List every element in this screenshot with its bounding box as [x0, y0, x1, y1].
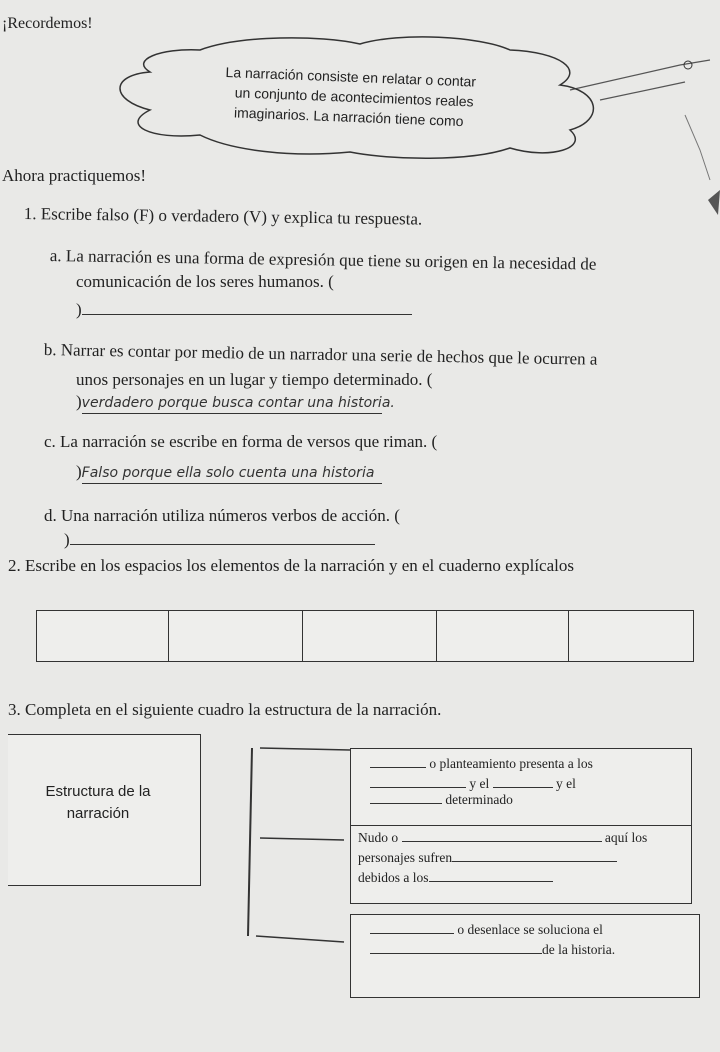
blank-field[interactable] [370, 942, 542, 954]
question-1a-line-1: a. La narración es una forma de expresión que tiene su origen en la necesidad de [49, 246, 597, 274]
close-paren: ) [76, 462, 82, 481]
question-1c-line-1: c. La narración se escribe en forma de versos que riman. ( [44, 432, 438, 451]
practice-heading: Ahora practiquemos! [2, 166, 146, 185]
structure-label [8, 781, 188, 825]
close-paren: ) [76, 392, 82, 411]
cloud-text-line: un conjunto de acontecimientos reales [234, 84, 474, 110]
blank-field[interactable] [370, 792, 442, 804]
desenlace-row-2 [370, 942, 615, 958]
inicio-row-1 [370, 756, 593, 772]
inicio-text-2: y el [469, 776, 490, 791]
inicio-text-3: y el [556, 776, 576, 791]
blank-field[interactable] [452, 850, 617, 862]
question-1b-line-2: unos personajes en un lugar y tiempo determinado. ( [76, 370, 433, 389]
question-1-title: 1. Escribe falso (F) o verdadero (V) y explica tu respuesta. [23, 204, 423, 229]
inicio-text-1: o planteamiento presenta a los [429, 756, 593, 771]
blank-field[interactable] [370, 756, 426, 768]
question-1b-answer-row [76, 392, 395, 414]
blank-field[interactable] [370, 776, 466, 788]
bracket-connector [240, 740, 360, 960]
question-2-title: 2. Escribe en los espacios los elementos de la narración y en el cuaderno explícalos [8, 556, 574, 575]
element-cell[interactable] [37, 611, 169, 661]
question-1c-answer-row [76, 462, 382, 484]
close-paren: ) [76, 300, 82, 319]
structure-label-box [8, 734, 201, 886]
answer-field-d[interactable] [70, 528, 375, 545]
answer-field-c[interactable]: Falso porque ella solo cuenta una historia [82, 463, 382, 484]
inicio-row-2 [370, 776, 576, 792]
cloud-text-line: imaginarios. La narración tiene como [233, 104, 464, 130]
question-3-title: 3. Completa en el siguiente cuadro la estructura de la narración. [8, 700, 442, 719]
answer-field-b[interactable]: verdadero porque busca contar una historia. [82, 393, 382, 414]
nudo-row-3 [358, 870, 553, 886]
question-1a-answer-row [76, 298, 412, 320]
structure-label-line-2: narración [66, 805, 130, 822]
nudo-text-2: aquí los [604, 830, 648, 845]
nudo-text-3: personajes sufren [358, 850, 453, 865]
desenlace-text-1: o desenlace se soluciona el [457, 922, 603, 937]
question-1a-line-2: comunicación de los seres humanos. ( [76, 272, 334, 291]
structure-label-line-1: Estructura de la [45, 783, 151, 800]
element-cell[interactable] [303, 611, 437, 661]
element-cell[interactable] [569, 611, 691, 661]
question-1d-line-1: d. Una narración utiliza números verbos de acción. ( [44, 506, 400, 525]
question-1d-answer-row [64, 528, 375, 550]
element-cell[interactable] [169, 611, 303, 661]
blank-field[interactable] [493, 776, 553, 788]
nudo-row-2 [358, 850, 617, 866]
close-paren: ) [64, 530, 70, 549]
element-cell[interactable] [437, 611, 569, 661]
elements-table [36, 610, 694, 662]
blank-field[interactable] [429, 870, 553, 882]
desenlace-row-1 [370, 922, 603, 938]
blank-field[interactable] [370, 922, 454, 934]
nudo-text-4: debidos a los [358, 870, 429, 885]
nudo-row-1 [358, 830, 647, 846]
blank-field[interactable] [402, 830, 602, 842]
cloud-text-line: La narración consiste en relatar o contar [225, 63, 477, 90]
inicio-text-4: determinado [445, 792, 513, 807]
page-title: ¡Recordemos! [2, 15, 93, 32]
inicio-row-3 [370, 792, 513, 808]
nudo-text-1: Nudo o [358, 830, 399, 845]
answer-field-a[interactable] [82, 298, 412, 315]
desenlace-text-2: de la historia. [542, 942, 616, 957]
question-1b-line-1: b. Narrar es contar por medio de un narrador una serie de hechos que le ocurren a [43, 340, 598, 369]
